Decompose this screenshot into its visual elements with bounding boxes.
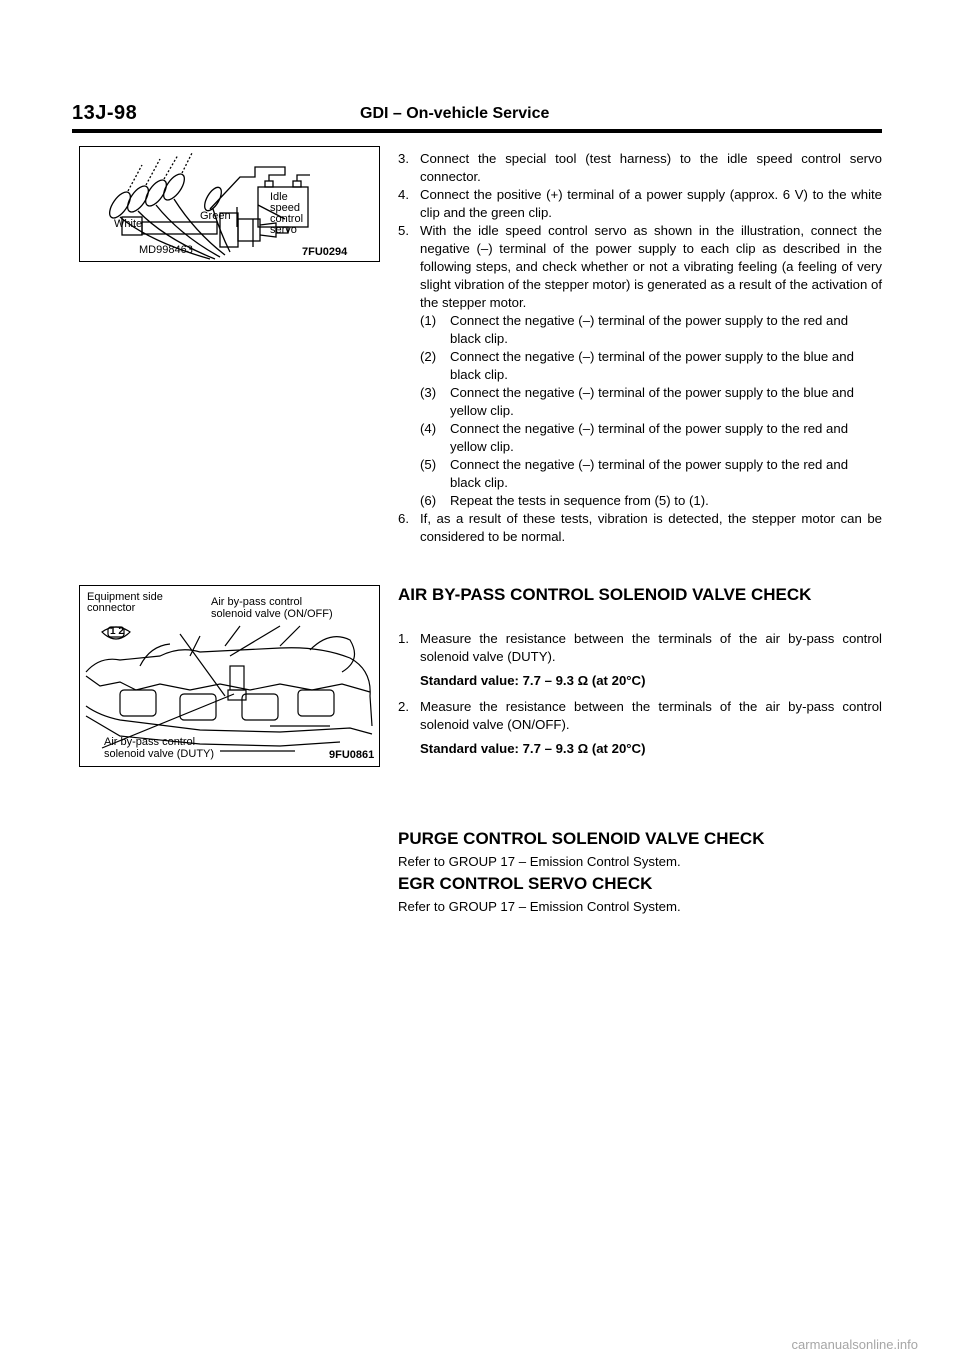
onoff-valve-label-2: solenoid valve (ON/OFF)	[211, 608, 333, 620]
substep-number: (4)	[420, 421, 437, 436]
substep-text: Connect the negative (–) terminal of the power supply to the red and black clip.	[450, 457, 849, 490]
list-item	[398, 186, 882, 222]
page-number: 13J-98	[72, 102, 138, 124]
list-item	[420, 492, 882, 510]
substep-number: (3)	[420, 385, 437, 400]
duty-valve-label-2: solenoid valve (DUTY)	[104, 748, 215, 760]
substep-number: (5)	[420, 457, 437, 472]
substep-text: Connect the negative (–) terminal of the power supply to the red and black clip.	[450, 313, 849, 346]
connector-pin-label: 1 2	[110, 626, 124, 637]
figure-idle-speed-servo	[79, 146, 380, 262]
step-text: If, as a result of these tests, vibration is detected, the stepper motor can be considered to be normal.	[420, 511, 882, 544]
list-item	[398, 698, 882, 734]
step-text: Measure the resistance between the terminals of the air by-pass control solenoid valve (ON/OFF).	[420, 699, 882, 732]
servo-label-line2: speed	[270, 202, 300, 214]
list-item	[420, 312, 882, 348]
step-number: 4.	[398, 187, 409, 202]
white-clip-label: White	[114, 218, 143, 230]
list-item	[420, 348, 882, 384]
servo-label-line4: servo	[270, 224, 297, 236]
step-text: Measure the resistance between the terminals of the air by-pass control solenoid valve (DUTY).	[420, 631, 882, 664]
stepper-check-text	[398, 150, 882, 546]
list-item	[420, 420, 882, 456]
air-bypass-heading: AIR BY-PASS CONTROL SOLENOID VALVE CHECK	[398, 585, 812, 604]
egr-text: Refer to GROUP 17 – Emission Control System.	[398, 899, 681, 914]
substep-text: Connect the negative (–) terminal of the power supply to the red and yellow clip.	[450, 421, 849, 454]
list-item	[398, 150, 882, 186]
step-number: 3.	[398, 151, 409, 166]
green-clip-label: Green	[200, 210, 231, 222]
step-number: 2.	[398, 699, 409, 714]
step-text: Connect the special tool (test harness) to the idle speed control servo connector.	[420, 151, 882, 184]
substep-text: Connect the negative (–) terminal of the power supply to the blue and yellow clip.	[450, 385, 854, 418]
egr-heading: EGR CONTROL SERVO CHECK	[398, 874, 653, 893]
substep-number: (6)	[420, 493, 437, 508]
step-number: 5.	[398, 223, 409, 238]
standard-value: Standard value: 7.7 – 9.3 Ω (at 20°C)	[420, 673, 646, 688]
watermark: carmanualsonline.info	[791, 1337, 918, 1352]
purge-heading: PURGE CONTROL SOLENOID VALVE CHECK	[398, 829, 765, 848]
list-item	[420, 384, 882, 420]
purge-text: Refer to GROUP 17 – Emission Control System.	[398, 854, 681, 869]
servo-label-line3: control	[270, 213, 304, 225]
onoff-valve-label-1: Air by-pass control	[211, 596, 303, 608]
list-item	[398, 630, 882, 666]
special-tool-label: MD998463	[139, 244, 193, 256]
header-rule	[72, 129, 882, 133]
figure-air-bypass-valves	[79, 585, 380, 767]
substep-text: Connect the negative (–) terminal of the power supply to the blue and black clip.	[450, 349, 854, 382]
substep-text: Repeat the tests in sequence from (5) to (1).	[450, 493, 709, 508]
substep-number: (2)	[420, 349, 437, 364]
list-item	[398, 510, 882, 546]
servo-label-line1: Idle	[270, 191, 288, 203]
figure2-code: 9FU0861	[329, 749, 375, 761]
idle-speed-servo-illustration	[80, 147, 379, 261]
section-title: GDI – On-vehicle Service	[360, 105, 550, 122]
step-number: 6.	[398, 511, 409, 526]
step-text: Connect the positive (+) terminal of a power supply (approx. 6 V) to the white clip and the green clip.	[420, 187, 882, 220]
equipment-connector-label-2: connector	[87, 602, 136, 614]
step-number: 1.	[398, 631, 409, 646]
step-text: With the idle speed control servo as shown in the illustration, connect the negative (–) terminal of the power supply to each clip as described in the following steps, and check whether or not a vibrating feeling (a feeling of very slight vibration of the stepper motor) is generated as a result of the activation of the stepper motor.	[420, 223, 882, 310]
air-bypass-steps	[398, 630, 882, 766]
list-item	[420, 456, 882, 492]
list-item	[398, 222, 882, 312]
standard-value: Standard value: 7.7 – 9.3 Ω (at 20°C)	[420, 741, 646, 756]
figure1-code: 7FU0294	[302, 246, 348, 258]
duty-valve-label-1: Air by-pass control	[104, 736, 196, 748]
substep-number: (1)	[420, 313, 437, 328]
equipment-connector-label-1: Equipment side	[87, 591, 163, 603]
